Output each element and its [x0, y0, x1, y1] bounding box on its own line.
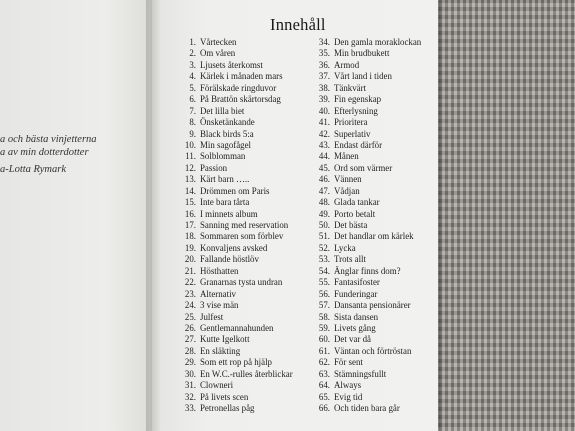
- toc-entry-number: 6.: [189, 94, 196, 105]
- toc-entry-title: Drömmen om Paris: [200, 185, 270, 196]
- toc-entry: [178, 151, 293, 162]
- toc-entry-title: Lycka: [334, 242, 356, 253]
- toc-entry: [312, 186, 421, 197]
- toc-entry: [312, 48, 421, 59]
- toc-entry: [178, 186, 293, 197]
- toc-entry-number: 50.: [318, 220, 330, 230]
- toc-entry: [312, 289, 421, 300]
- toc-entry-title: Clowneri: [200, 380, 234, 391]
- toc-entry: [178, 37, 293, 48]
- toc-entry-title: Väntan och förtröstan: [334, 345, 412, 356]
- toc-entry-title: 3 vise män: [200, 300, 239, 311]
- toc-entry-title: Den gamla moraklockan: [334, 37, 422, 47]
- toc-entry: [178, 289, 293, 300]
- toc-entry-number: 12.: [184, 162, 196, 173]
- toc-entry-title: Porto betalt: [334, 208, 376, 219]
- toc-entry: [312, 106, 421, 117]
- toc-entry-number: 63.: [318, 368, 330, 379]
- toc-entry: [178, 357, 293, 368]
- dedication-signature: a-Lotta Rymark: [0, 164, 67, 175]
- toc-entry-title: Det var då: [334, 334, 371, 345]
- toc-entry: [178, 323, 293, 334]
- toc-entry: [178, 83, 293, 94]
- toc-entry-number: 11.: [185, 151, 196, 162]
- toc-entry: [312, 209, 421, 220]
- toc-entry-number: 51.: [318, 231, 330, 242]
- toc-entry: [178, 60, 293, 71]
- toc-entry: [312, 369, 421, 380]
- toc-entry-number: 48.: [318, 197, 330, 208]
- toc-entry-title: Prioritera: [334, 117, 368, 128]
- toc-entry: [312, 277, 421, 288]
- toc-entry-number: 28.: [184, 345, 196, 356]
- toc-entry: [312, 140, 421, 151]
- toc-entry-number: 53.: [318, 254, 330, 265]
- toc-entry: [312, 300, 421, 311]
- toc-entry: [178, 129, 293, 140]
- toc-entry: [312, 129, 421, 140]
- toc-entry-title: Alternativ: [200, 288, 236, 299]
- toc-entry: [178, 254, 293, 265]
- toc-entry-title: Livets gång: [334, 322, 376, 333]
- toc-entry: [178, 71, 293, 82]
- toc-entry-number: 57.: [318, 300, 330, 311]
- toc-entry-title: På livets scen: [200, 391, 249, 402]
- toc-entry-number: 20.: [184, 254, 196, 265]
- toc-entry-title: Vännen: [334, 174, 362, 185]
- toc-entry-number: 19.: [184, 242, 196, 253]
- toc-right-column: [312, 37, 421, 414]
- toc-entry: [312, 380, 421, 391]
- toc-entry: [178, 392, 293, 403]
- toc-entry: [312, 174, 421, 185]
- toc-entry-title: Kärt barn …..: [200, 174, 250, 185]
- toc-entry: [178, 346, 293, 357]
- toc-entry: [178, 369, 293, 380]
- toc-entry-number: 2.: [189, 48, 196, 59]
- toc-entry-title: Kärlek i månaden mars: [200, 71, 283, 82]
- toc-entry-title: Min sagofågel: [200, 139, 252, 150]
- toc-entry-title: På Brattön skärtorsdag: [200, 94, 281, 105]
- toc-entry-number: 58.: [318, 311, 330, 322]
- toc-entry-number: 14.: [184, 185, 196, 196]
- toc-entry: [312, 60, 421, 71]
- toc-entry: [312, 37, 421, 48]
- toc-entry-number: 32.: [184, 391, 196, 402]
- toc-entry-number: 55.: [318, 277, 330, 288]
- toc-entry-title: Fallande höstlöv: [200, 254, 259, 265]
- toc-entry-title: Stämningsfullt: [334, 368, 387, 379]
- toc-entry-title: Min brudbukett: [334, 48, 390, 59]
- toc-entry: [312, 71, 421, 82]
- toc-entry: [178, 334, 293, 345]
- toc-entry-title: Som ett rop på hjälp: [200, 357, 272, 368]
- toc-entry: [312, 83, 421, 94]
- toc-entry-title: Julfest: [200, 311, 224, 322]
- toc-entry: [312, 323, 421, 334]
- toc-entry-number: 41.: [318, 117, 330, 128]
- toc-entry-title: Det lilla biet: [200, 105, 245, 116]
- toc-entry: [178, 209, 293, 220]
- toc-entry-number: 21.: [184, 265, 196, 276]
- toc-entry-title: Månen: [334, 151, 359, 162]
- toc-entry-number: 27.: [184, 334, 196, 345]
- toc-entry-title: Solblomman: [200, 151, 246, 162]
- toc-entry-title: Ord som värmer: [334, 162, 393, 173]
- toc-entry-title: Evig tid: [334, 391, 363, 402]
- toc-entry-number: 49.: [318, 208, 330, 219]
- toc-entry-number: 26.: [184, 322, 196, 333]
- toc-entry-number: 39.: [318, 94, 330, 105]
- toc-entry-title: Och tiden bara går: [334, 403, 400, 413]
- toc-entry: [178, 174, 293, 185]
- toc-entry-number: 22.: [184, 277, 196, 288]
- toc-entry-number: 3.: [189, 59, 196, 70]
- toc-entry-title: Önsketänkande: [200, 117, 255, 128]
- toc-entry: [312, 403, 421, 414]
- toc-entry-number: 35.: [318, 48, 330, 59]
- left-book-page: [0, 0, 152, 431]
- toc-entry-title: En släkting: [200, 345, 241, 356]
- book-gutter-shadow: [146, 0, 160, 431]
- toc-entry: [312, 94, 421, 105]
- toc-entry-number: 31.: [184, 380, 196, 391]
- toc-entry: [178, 243, 293, 254]
- toc-entry-title: I minnets album: [200, 208, 258, 219]
- toc-entry-title: Änglar finns dom?: [334, 265, 401, 276]
- toc-entry: [178, 117, 293, 128]
- toc-entry-title: Black birds 5:a: [200, 128, 254, 139]
- toc-entry: [178, 94, 293, 105]
- toc-entry-title: Passion: [200, 162, 228, 173]
- toc-entry-number: 15.: [184, 197, 196, 208]
- dedication-text: [0, 133, 150, 176]
- toc-entry-number: 61.: [318, 345, 330, 356]
- toc-entry-number: 9.: [189, 128, 196, 139]
- toc-entry-number: 18.: [184, 231, 196, 242]
- toc-entry-title: Armod: [334, 59, 360, 70]
- toc-entry: [178, 197, 293, 208]
- toc-entry: [312, 346, 421, 357]
- toc-entry-number: 56.: [318, 288, 330, 299]
- toc-entry: [312, 254, 421, 265]
- toc-entry-number: 44.: [318, 151, 330, 162]
- toc-entry: [178, 380, 293, 391]
- toc-entry-title: Efterlysning: [334, 105, 378, 116]
- toc-entry: [312, 312, 421, 323]
- toc-entry: [178, 231, 293, 242]
- toc-entry-number: 62.: [318, 357, 330, 368]
- toc-title: Innehåll: [270, 15, 326, 34]
- toc-entry-title: Vårt land i tiden: [334, 71, 392, 82]
- toc-entry-number: 25.: [184, 311, 196, 322]
- toc-entry-number: 8.: [189, 117, 196, 128]
- toc-entry-number: 30.: [184, 368, 196, 379]
- toc-entry-title: Funderingar: [334, 288, 378, 299]
- toc-entry-title: Förälskade ringduvor: [200, 82, 277, 93]
- toc-entry-number: 16.: [184, 208, 196, 219]
- toc-entry-number: 29.: [184, 357, 196, 368]
- toc-entry-number: 23.: [184, 288, 196, 299]
- toc-entry-title: Hösthatten: [200, 265, 239, 276]
- toc-entry: [312, 334, 421, 345]
- toc-entry-title: Gentlemannahunden: [200, 322, 274, 333]
- toc-entry-title: Sanning med reservation: [200, 220, 289, 230]
- toc-entry-title: Om våren: [200, 48, 236, 59]
- toc-entry-title: Fin egenskap: [334, 94, 382, 105]
- toc-entry-number: 59.: [318, 322, 330, 333]
- toc-entry-number: 36.: [318, 59, 330, 70]
- toc-entry: [312, 197, 421, 208]
- toc-entry: [312, 392, 421, 403]
- toc-entry-title: Vårtecken: [200, 37, 237, 47]
- toc-entry: [312, 117, 421, 128]
- toc-entry-number: 4.: [189, 71, 196, 82]
- toc-entry-title: Always: [334, 380, 362, 391]
- toc-entry-title: Endast därför: [334, 139, 383, 150]
- toc-entry: [312, 163, 421, 174]
- toc-entry-number: 24.: [184, 300, 196, 311]
- toc-entry: [178, 163, 293, 174]
- toc-entry: [178, 48, 293, 59]
- toc-entry-number: 13.: [184, 174, 196, 185]
- toc-entry: [312, 357, 421, 368]
- toc-entry-title: Ljusets återkomst: [200, 59, 263, 70]
- toc-entry-title: Superlativ: [334, 128, 371, 139]
- toc-entry: [312, 231, 421, 242]
- dedication-line: a och bästa vinjetterna: [0, 134, 97, 145]
- toc-entry: [178, 140, 293, 151]
- toc-entry: [312, 266, 421, 277]
- toc-entry-number: 42.: [318, 128, 330, 139]
- toc-entry-number: 40.: [318, 105, 330, 116]
- toc-entry-number: 60.: [318, 334, 330, 345]
- toc-entry-title: Kutte Igelkott: [200, 334, 250, 345]
- toc-entry-number: 65.: [318, 391, 330, 402]
- toc-entry-number: 52.: [318, 242, 330, 253]
- toc-entry-title: Dansanta pensionärer: [334, 300, 411, 311]
- toc-entry-title: En W.C.-rulles återblickar: [200, 368, 293, 379]
- toc-entry: [178, 277, 293, 288]
- toc-entry-number: 17.: [184, 220, 196, 230]
- toc-entry-number: 54.: [318, 265, 330, 276]
- toc-entry-number: 5.: [189, 82, 196, 93]
- toc-entry: [178, 266, 293, 277]
- toc-entry: [312, 243, 421, 254]
- toc-entry-number: 7.: [189, 105, 196, 116]
- toc-entry: [178, 220, 293, 231]
- toc-entry-title: Tänkvärt: [334, 82, 367, 93]
- toc-entry-number: 37.: [318, 71, 330, 82]
- toc-entry-number: 38.: [318, 82, 330, 93]
- toc-entry: [178, 312, 293, 323]
- toc-entry-title: Konvaljens avsked: [200, 242, 268, 253]
- toc-entry: [312, 220, 421, 231]
- toc-entry-title: Granarnas tysta undran: [200, 277, 283, 288]
- toc-entry: [178, 403, 293, 414]
- toc-entry-title: Inte bara tårta: [200, 197, 250, 208]
- toc-entry-title: Sista dansen: [334, 311, 379, 322]
- toc-entry-title: Det bästa: [334, 220, 368, 230]
- toc-entry-number: 46.: [318, 174, 330, 185]
- toc-entry-number: 33.: [184, 403, 196, 413]
- toc-entry-number: 43.: [318, 139, 330, 150]
- toc-entry-number: 34.: [318, 37, 330, 47]
- toc-entry-title: Glada tankar: [334, 197, 380, 208]
- toc-entry-number: 45.: [318, 162, 330, 173]
- toc-entry-number: 1.: [189, 37, 196, 47]
- toc-entry-title: Fantasifoster: [334, 277, 380, 288]
- woven-rug-background: [430, 0, 575, 431]
- dedication-line: a av min dotterdotter: [0, 147, 89, 158]
- toc-entry-title: Trots allt: [334, 254, 366, 265]
- toc-entry-number: 47.: [318, 185, 330, 196]
- toc-entry-title: För sent: [334, 357, 363, 368]
- toc-entry: [312, 151, 421, 162]
- toc-entry: [178, 300, 293, 311]
- toc-entry-number: 10.: [184, 139, 196, 150]
- toc-entry-title: Vådjan: [334, 185, 360, 196]
- toc-entry-number: 66.: [318, 403, 330, 413]
- toc-entry-title: Det handlar om kärlek: [334, 231, 414, 242]
- toc-entry-number: 64.: [318, 380, 330, 391]
- toc-entry-title: Petronellas påg: [200, 403, 255, 413]
- toc-entry-title: Sommaren som förblev: [200, 231, 284, 242]
- toc-left-column: [178, 37, 293, 414]
- toc-entry: [178, 106, 293, 117]
